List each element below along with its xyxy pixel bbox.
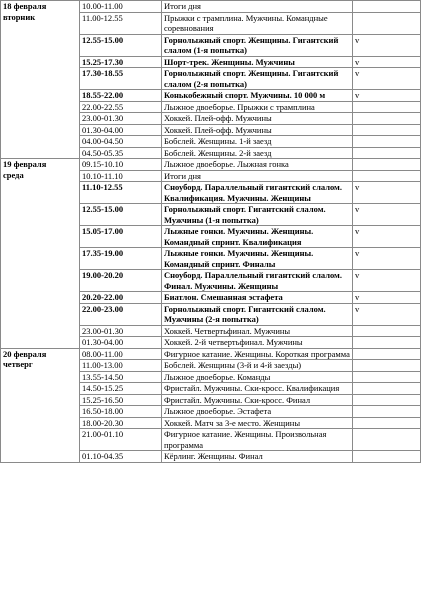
schedule-body (1, 1, 421, 463)
event-cell: Конькобежный спорт. Мужчины. 10 000 м (162, 90, 353, 102)
event-cell: Хоккей. 2-й четвертьфинал. Мужчины (162, 337, 353, 349)
time-cell: 01.30-04.00 (80, 337, 162, 349)
time-cell: 23.00-01.30 (80, 325, 162, 337)
checkmark-cell (353, 337, 421, 349)
checkmark-cell (353, 12, 421, 34)
time-cell: 10.00-11.00 (80, 1, 162, 13)
checkmark-cell: v (353, 303, 421, 325)
event-cell: Фристайл. Мужчины. Ски-кросс. Финал (162, 394, 353, 406)
day-date: 20 февраля (3, 348, 47, 359)
checkmark-cell: v (353, 270, 421, 292)
day-weekday: четверг (3, 359, 33, 369)
event-cell: Бобслей. Женщины. 1-й заезд (162, 136, 353, 148)
event-cell: Биатлон. Смешанная эстафета (162, 292, 353, 304)
time-cell: 10.10-11.10 (80, 170, 162, 182)
event-cell: Бобслей. Женщины. 2-й заезд (162, 147, 353, 159)
event-cell: Бобслей. Женщины (3-й и 4-й заезды) (162, 360, 353, 372)
time-cell: 08.00-11.00 (80, 348, 162, 360)
schedule-row (1, 159, 421, 171)
time-cell: 20.20-22.00 (80, 292, 162, 304)
event-cell: Хоккей. Четвертьфинал. Мужчины (162, 325, 353, 337)
day-cell (1, 348, 80, 462)
event-cell: Хоккей. Плей-офф. Мужчины (162, 124, 353, 136)
time-cell: 04.00-04.50 (80, 136, 162, 148)
event-cell: Фигурное катание. Женщины. Произвольная программа (162, 429, 353, 451)
time-cell: 21.00-01.10 (80, 429, 162, 451)
event-cell: Итоги дня (162, 170, 353, 182)
time-cell: 15.05-17.00 (80, 226, 162, 248)
time-cell: 17.30-18.55 (80, 68, 162, 90)
day-cell (1, 159, 80, 349)
checkmark-cell (353, 124, 421, 136)
checkmark-cell (353, 383, 421, 395)
checkmark-cell (353, 406, 421, 418)
event-cell: Лыжное двоеборье. Команды (162, 371, 353, 383)
checkmark-cell (353, 417, 421, 429)
checkmark-cell: v (353, 248, 421, 270)
event-cell: Лыжное двоеборье. Прыжки с трамплина (162, 101, 353, 113)
time-cell: 11.00-13.00 (80, 360, 162, 372)
day-cell (1, 1, 80, 159)
time-cell: 23.00-01.30 (80, 113, 162, 125)
time-cell: 12.55-15.00 (80, 34, 162, 56)
event-cell: Сноуборд. Параллельный гигантский слалом. Финал. Мужчины. Женщины (162, 270, 353, 292)
checkmark-cell (353, 429, 421, 451)
time-cell: 12.55-15.00 (80, 204, 162, 226)
time-cell: 01.30-04.00 (80, 124, 162, 136)
checkmark-cell (353, 170, 421, 182)
event-cell: Горнолыжный спорт. Гигантский слалом. Мужчины (2-я попытка) (162, 303, 353, 325)
checkmark-cell (353, 1, 421, 13)
checkmark-cell (353, 360, 421, 372)
checkmark-cell: v (353, 68, 421, 90)
time-cell: 04.50-05.35 (80, 147, 162, 159)
checkmark-cell: v (353, 292, 421, 304)
time-cell: 22.00-22.55 (80, 101, 162, 113)
checkmark-cell: v (353, 34, 421, 56)
event-cell: Горнолыжный спорт. Гигантский слалом. Мужчины (1-я попытка) (162, 204, 353, 226)
event-cell: Сноуборд. Параллельный гигантский слалом. Квалификация. Мужчины. Женщины (162, 182, 353, 204)
checkmark-cell (353, 147, 421, 159)
time-cell: 11.00-12.55 (80, 12, 162, 34)
checkmark-cell: v (353, 226, 421, 248)
time-cell: 15.25-16.50 (80, 394, 162, 406)
event-cell: Фристайл. Мужчины. Ски-кросс. Квалификация (162, 383, 353, 395)
event-cell: Горнолыжный спорт. Женщины. Гигантский слалом (1-я попытка) (162, 34, 353, 56)
time-cell: 18.00-20.30 (80, 417, 162, 429)
event-cell: Итоги дня (162, 1, 353, 13)
checkmark-cell (353, 348, 421, 360)
schedule-row (1, 1, 421, 13)
event-cell: Прыжки с трамплина. Мужчины. Командные соревнования (162, 12, 353, 34)
event-cell: Горнолыжный спорт. Женщины. Гигантский слалом (2-я попытка) (162, 68, 353, 90)
event-cell: Шорт-трек. Женщины. Мужчины (162, 56, 353, 68)
time-cell: 13.55-14.50 (80, 371, 162, 383)
checkmark-cell: v (353, 90, 421, 102)
checkmark-cell (353, 136, 421, 148)
event-cell: Лыжное двоеборье. Эстафета (162, 406, 353, 418)
checkmark-cell: v (353, 204, 421, 226)
time-cell: 17.35-19.00 (80, 248, 162, 270)
time-cell: 19.00-20.20 (80, 270, 162, 292)
day-weekday: среда (3, 169, 24, 180)
time-cell: 18.55-22.00 (80, 90, 162, 102)
day-weekday: вторник (3, 11, 36, 22)
checkmark-cell (353, 451, 421, 463)
event-cell: Лыжные гонки. Мужчины. Женщины. Командный спринт. Финалы (162, 248, 353, 270)
checkmark-cell (353, 371, 421, 383)
event-cell: Лыжное двоеборье. Лыжная гонка (162, 159, 353, 171)
event-cell: Кёрлинг. Женщины. Финал (162, 451, 353, 463)
checkmark-cell (353, 394, 421, 406)
event-cell: Лыжные гонки. Мужчины. Женщины. Командный спринт. Квалификация (162, 226, 353, 248)
day-date: 18 февраля (3, 1, 47, 11)
time-cell: 01.10-04.35 (80, 451, 162, 463)
checkmark-cell (353, 325, 421, 337)
checkmark-cell (353, 101, 421, 113)
time-cell: 15.25-17.30 (80, 56, 162, 68)
event-cell: Фигурное катание. Женщины. Короткая программа (162, 348, 353, 360)
checkmark-cell: v (353, 182, 421, 204)
event-cell: Хоккей. Матч за 3-е место. Женщины (162, 417, 353, 429)
event-cell: Хоккей. Плей-офф. Мужчины (162, 113, 353, 125)
time-cell: 16.50-18.00 (80, 406, 162, 418)
time-cell: 09.15-10.10 (80, 159, 162, 171)
time-cell: 14.50-15.25 (80, 383, 162, 395)
checkmark-cell (353, 159, 421, 171)
day-date: 19 февраля (3, 159, 47, 169)
checkmark-cell: v (353, 56, 421, 68)
checkmark-cell (353, 113, 421, 125)
time-cell: 11.10-12.55 (80, 182, 162, 204)
time-cell: 22.00-23.00 (80, 303, 162, 325)
schedule-row (1, 348, 421, 360)
